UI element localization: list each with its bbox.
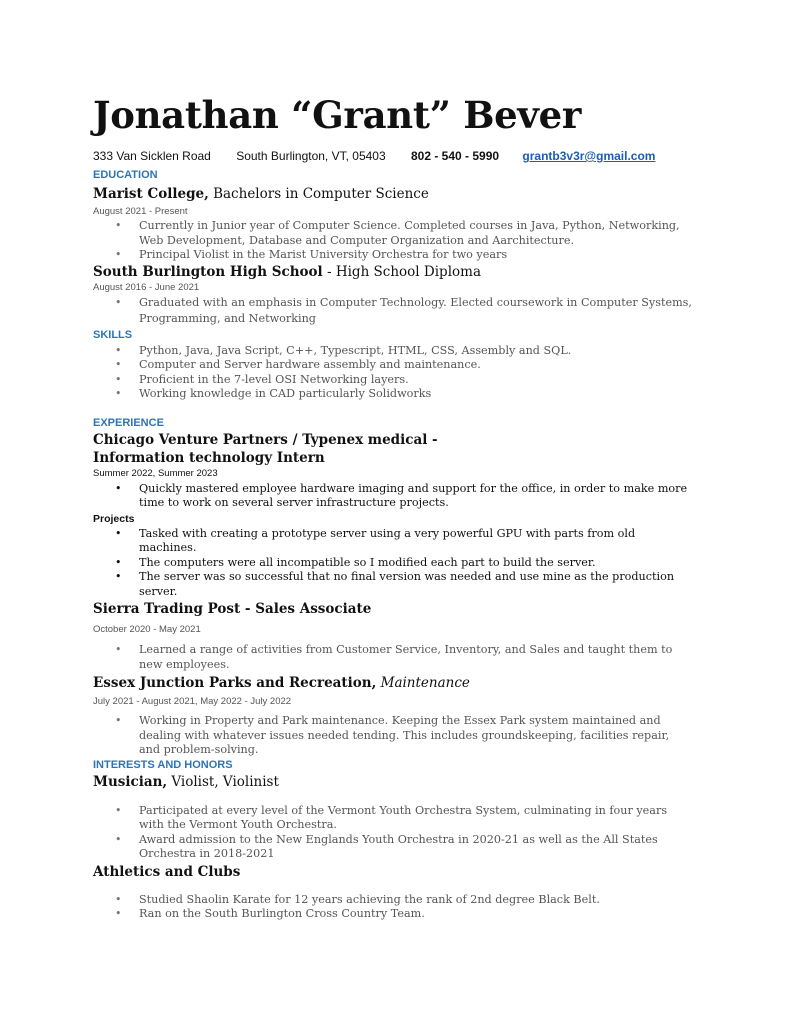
list-item: • Quickly mastered employee hardware imaging and support for the office, in order to make more time to work on several server infrastructure projects. xyxy=(93,482,693,511)
skills-heading: SKILLS xyxy=(93,328,133,341)
job-dates: October 2020 - May 2021 xyxy=(93,624,201,635)
job-bullets xyxy=(93,714,693,758)
job-title: Sierra Trading Post - Sales Associate xyxy=(93,601,372,617)
list-item: • Ran on the South Burlington Cross Country Team. xyxy=(93,907,693,922)
education-entry-title xyxy=(93,263,693,281)
list-item: • Working knowledge in CAD particularly Solidworks xyxy=(93,387,693,402)
list-item: • Working in Property and Park maintenance. Keeping the Essex Park system maintained and dealing with whatever issues needed tending. This includes groundskeeping, facilities repair, and problem-solving. xyxy=(93,714,693,758)
list-item: • Graduated with an emphasis in Computer Technology. Elected coursework in Computer Systems, Programming, and Networking xyxy=(93,295,693,327)
school-name: South Burlington High School xyxy=(93,263,323,280)
city: South Burlington, VT, 05403 xyxy=(236,149,386,163)
job-bullets xyxy=(93,643,693,672)
education-dates: August 2021 - Present xyxy=(93,206,188,217)
education-bullets xyxy=(93,219,693,263)
skills-bullets xyxy=(93,344,693,402)
job-bullets xyxy=(93,482,693,511)
list-item: • Principal Violist in the Marist University Orchestra for two years xyxy=(93,248,693,263)
interest-title: Musician, Violist, Violinist xyxy=(93,773,279,790)
job-title-line-2: Information technology Intern xyxy=(93,449,325,466)
candidate-name: Jonathan “Grant” Bever xyxy=(93,93,582,137)
degree: Bachelors in Computer Science xyxy=(208,186,429,202)
education-entry-title xyxy=(93,185,693,203)
job-dates: Summer 2022, Summer 2023 xyxy=(93,467,218,479)
education-heading: EDUCATION xyxy=(93,169,158,181)
interest-bullets xyxy=(93,893,693,922)
list-item: • Computer and Server hardware assembly and maintenance. xyxy=(93,358,693,373)
interests-heading: INTERESTS AND HONORS xyxy=(93,758,233,771)
list-item: • Python, Java, Java Script, C++, Typescript, HTML, CSS, Assembly and SQL. xyxy=(93,344,693,359)
degree: - High School Diploma xyxy=(322,263,481,280)
email-link[interactable]: grantb3v3r@gmail.com xyxy=(522,149,656,163)
interest-title: Athletics and Clubs xyxy=(93,863,241,880)
phone: 802 - 540 - 5990 xyxy=(410,149,500,163)
job-role: Maintenance xyxy=(376,675,470,691)
list-item: • The computers were all incompatible so I modified each part to build the server. xyxy=(93,556,693,571)
project-bullets xyxy=(93,527,693,600)
projects-subheading: Projects xyxy=(93,512,135,525)
job-dates: July 2021 - August 2021, May 2022 - July 2022 xyxy=(93,696,292,707)
interest-bullets xyxy=(93,804,693,862)
education-bullets xyxy=(93,295,693,327)
list-item: • Award admission to the New Englands Youth Orchestra in 2020-21 as well as the All States Orchestra in 2018-2021 xyxy=(93,833,693,862)
experience-heading: EXPERIENCE xyxy=(93,416,164,429)
list-item: • Participated at every level of the Vermont Youth Orchestra System, culminating in four years with the Vermont Youth Orchestra. xyxy=(93,804,693,833)
list-item: • Currently in Junior year of Computer Science. Completed courses in Java, Python, Networking, Web Development, Database and Computer Organization and Aarchitecture. xyxy=(93,219,693,248)
list-item: • Proficient in the 7-level OSI Networking layers. xyxy=(93,373,693,388)
list-item: • Tasked with creating a prototype server using a very powerful GPU with parts from old machines. xyxy=(93,527,693,556)
school-name: Marist College, xyxy=(93,186,209,202)
contact-line xyxy=(93,147,693,165)
resume-page xyxy=(93,92,693,922)
list-item: • Learned a range of activities from Customer Service, Inventory, and Sales and taught them to new employees. xyxy=(93,643,693,672)
job-title: Essex Junction Parks and Recreation, Maintenance xyxy=(93,675,470,691)
list-item: • The server was so successful that no final version was needed and use mine as the production server. xyxy=(93,570,693,599)
education-dates: August 2016 - June 2021 xyxy=(93,281,200,293)
list-item: • Studied Shaolin Karate for 12 years achieving the rank of 2nd degree Black Belt. xyxy=(93,893,693,908)
address: 333 Van Sicklen Road xyxy=(93,149,211,163)
job-title: Chicago Venture Partners / Typenex medical - xyxy=(93,431,438,448)
